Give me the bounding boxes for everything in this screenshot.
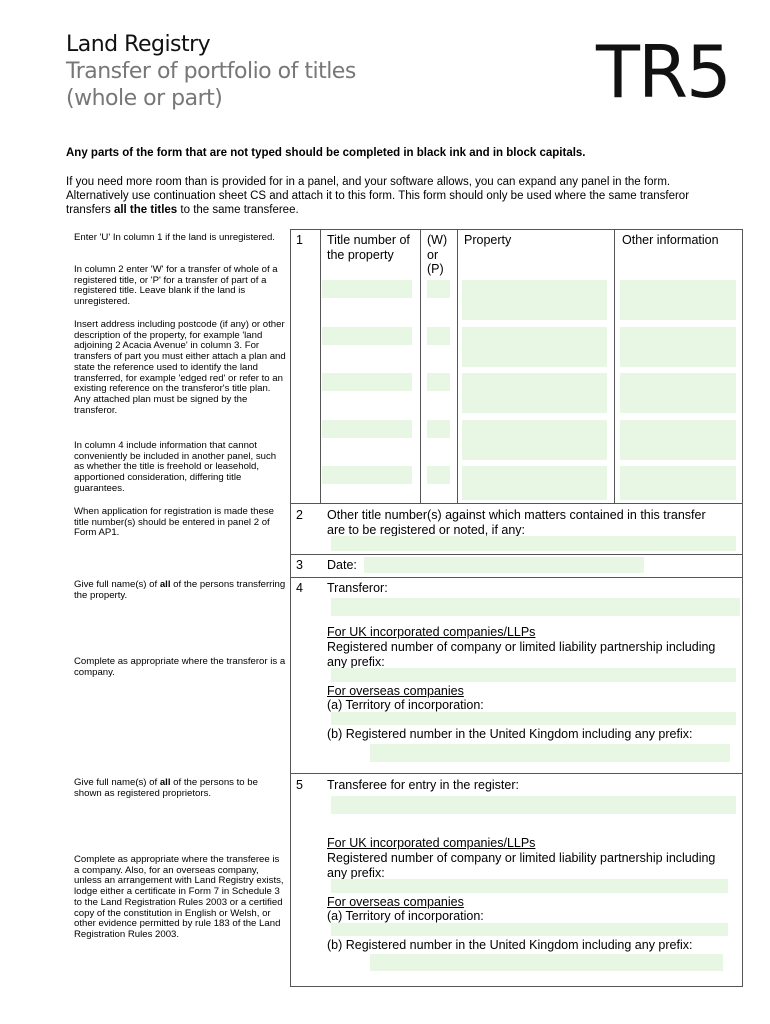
other-info-field-1[interactable]: [620, 280, 736, 320]
panel-separator: [290, 577, 743, 578]
wp-field-5[interactable]: [427, 466, 450, 484]
title-number-field-2[interactable]: [322, 327, 412, 345]
panel1-number: 1: [296, 233, 303, 247]
panel3-label: Date:: [327, 558, 357, 572]
title-number-field-4[interactable]: [322, 420, 412, 438]
intro-text-after: to the same transferee.: [177, 204, 299, 216]
note-transferor-company: Complete as appropriate where the transferor is a company.: [74, 656, 286, 678]
wp-field-4[interactable]: [427, 420, 450, 438]
property-field-3[interactable]: [462, 373, 607, 413]
property-field-4[interactable]: [462, 420, 607, 460]
panel-separator: [290, 503, 743, 504]
panel5-uk-heading: For UK incorporated companies/LLPs: [327, 836, 536, 850]
note-transferee-after: of the persons to be shown as registered proprietors.: [74, 777, 258, 799]
panel4-uk-heading: For UK incorporated companies/LLPs: [327, 625, 536, 639]
transferor-uk-registered-number-field[interactable]: [370, 744, 730, 762]
transferee-territory-field[interactable]: [331, 923, 728, 936]
title-number-field-3[interactable]: [322, 373, 412, 391]
panel4-uk-text: Registered number of company or limited liability partnership including any prefix:: [327, 640, 716, 669]
panel-separator: [290, 554, 743, 555]
transferor-territory-field[interactable]: [331, 712, 736, 725]
wp-field-1[interactable]: [427, 280, 450, 298]
form-code: TR5: [596, 30, 730, 114]
transferee-name-field[interactable]: [331, 796, 736, 814]
note-column-3: Insert address including postcode (if any) or other description of the property, for example 'land adjoining 2 Acacia Avenue' in column 3. For transfers of part you must either attach a plan and state the reference used to identify the land transferred, for example 'edged red' or refer to an existing reference on the transferor's title plan. Any attached plan must be signed by the transferor.: [74, 319, 286, 416]
intro-paragraph: [66, 175, 726, 217]
panel5-overseas-heading: For overseas companies: [327, 895, 464, 909]
panel4-territory-label: (a) Territory of incorporation:: [327, 698, 484, 712]
panel3-number: 3: [296, 558, 303, 572]
other-info-field-4[interactable]: [620, 420, 736, 460]
note-transferor-bold: all: [159, 579, 171, 590]
panel2-number: 2: [296, 508, 303, 522]
other-info-field-3[interactable]: [620, 373, 736, 413]
note-transferee-before: Give full name(s) of: [74, 777, 160, 788]
transferor-company-number-field[interactable]: [331, 668, 736, 682]
panel5-label: Transferee for entry in the register:: [327, 778, 519, 792]
property-field-2[interactable]: [462, 327, 607, 367]
panel1-divider: [420, 229, 421, 504]
intro-bold: all the titles: [113, 204, 178, 216]
panel4-number: 4: [296, 581, 303, 595]
title-number-field-1[interactable]: [322, 280, 412, 298]
panel1-divider: [614, 229, 615, 504]
panel4-label: Transferor:: [327, 581, 388, 595]
panel1-header-property: Property: [464, 233, 512, 247]
transferor-name-field[interactable]: [331, 598, 740, 616]
property-field-5[interactable]: [462, 466, 607, 500]
note-transferor-before: Give full name(s) of: [74, 579, 160, 590]
transferee-uk-registered-number-field[interactable]: [370, 954, 723, 971]
transferee-company-number-field[interactable]: [331, 879, 728, 893]
intro-text-before: If you need more room than is provided for in a panel, and your software allows, you can expand any panel in the form. Alternatively use continuation sheet CS and attach it to this form. This form should only be used where the same transferor transfers: [66, 176, 690, 216]
note-transferor: [74, 580, 286, 601]
note-column-1: Enter 'U' In column 1 if the land is unregistered.: [74, 232, 275, 243]
other-info-field-5[interactable]: [620, 466, 736, 500]
panel5-uk-registered-label: (b) Registered number in the United Kingdom including any prefix:: [327, 938, 693, 952]
panel1-header-wp: (W) or (P): [427, 233, 448, 276]
other-info-field-2[interactable]: [620, 327, 736, 367]
panel1-header-other: Other information: [622, 233, 719, 247]
wp-field-2[interactable]: [427, 327, 450, 345]
panel4-uk-registered-label: (b) Registered number in the United Kingdom including any prefix:: [327, 727, 693, 741]
title-number-field-5[interactable]: [322, 466, 412, 484]
note-transferee: [74, 778, 286, 799]
property-field-1[interactable]: [462, 280, 607, 320]
note-panel-2: When application for registration is made these title number(s) should be entered in panel 2 of Form AP1.: [74, 506, 274, 539]
registry-name: Land Registry: [66, 32, 211, 57]
panel2-text: Other title number(s) against which matters contained in this transfer are to be registered or noted, if any:: [327, 508, 706, 537]
note-transferee-bold: all: [159, 777, 171, 788]
panel4-overseas-heading: For overseas companies: [327, 684, 464, 698]
panel1-divider: [320, 229, 321, 504]
panel5-uk-text: Registered number of company or limited liability partnership including any prefix:: [327, 851, 716, 880]
date-field[interactable]: [364, 557, 644, 573]
panel1-divider: [457, 229, 458, 504]
note-transferee-company: Complete as appropriate where the transferee is a company. Also, for an overseas company, unless an arrangement with Land Registry exists, lodge either a certificate in Form 7 in Schedule 3 to the Land Registration Rules 2003 or a certified copy of the constitution in English or Welsh, or other evidence permitted by rule 183 of the Land Registration Rules 2003.: [74, 854, 284, 940]
panel5-number: 5: [296, 778, 303, 792]
other-title-numbers-field[interactable]: [331, 536, 736, 551]
form-title: Transfer of portfolio of titles (whole or part): [66, 59, 356, 111]
note-column-2: In column 2 enter 'W' for a transfer of whole of a registered title, or 'P' for a transfer of part of a registered title. Leave blank if the land is unregistered.: [74, 264, 278, 308]
note-column-4: In column 4 include information that cannot conveniently be included in another panel, such as whether the title is freehold or leasehold, apportioned consideration, differing title guarantees.: [74, 440, 277, 494]
panel5-territory-label: (a) Territory of incorporation:: [327, 909, 484, 923]
note-transferor-after: of the persons transferring the property.: [74, 579, 286, 601]
panel1-header-title-number: Title number of the property: [327, 233, 410, 262]
completion-notice: Any parts of the form that are not typed should be completed in black ink and in block capitals.: [66, 147, 586, 159]
wp-field-3[interactable]: [427, 373, 450, 391]
panel-separator: [290, 773, 743, 774]
